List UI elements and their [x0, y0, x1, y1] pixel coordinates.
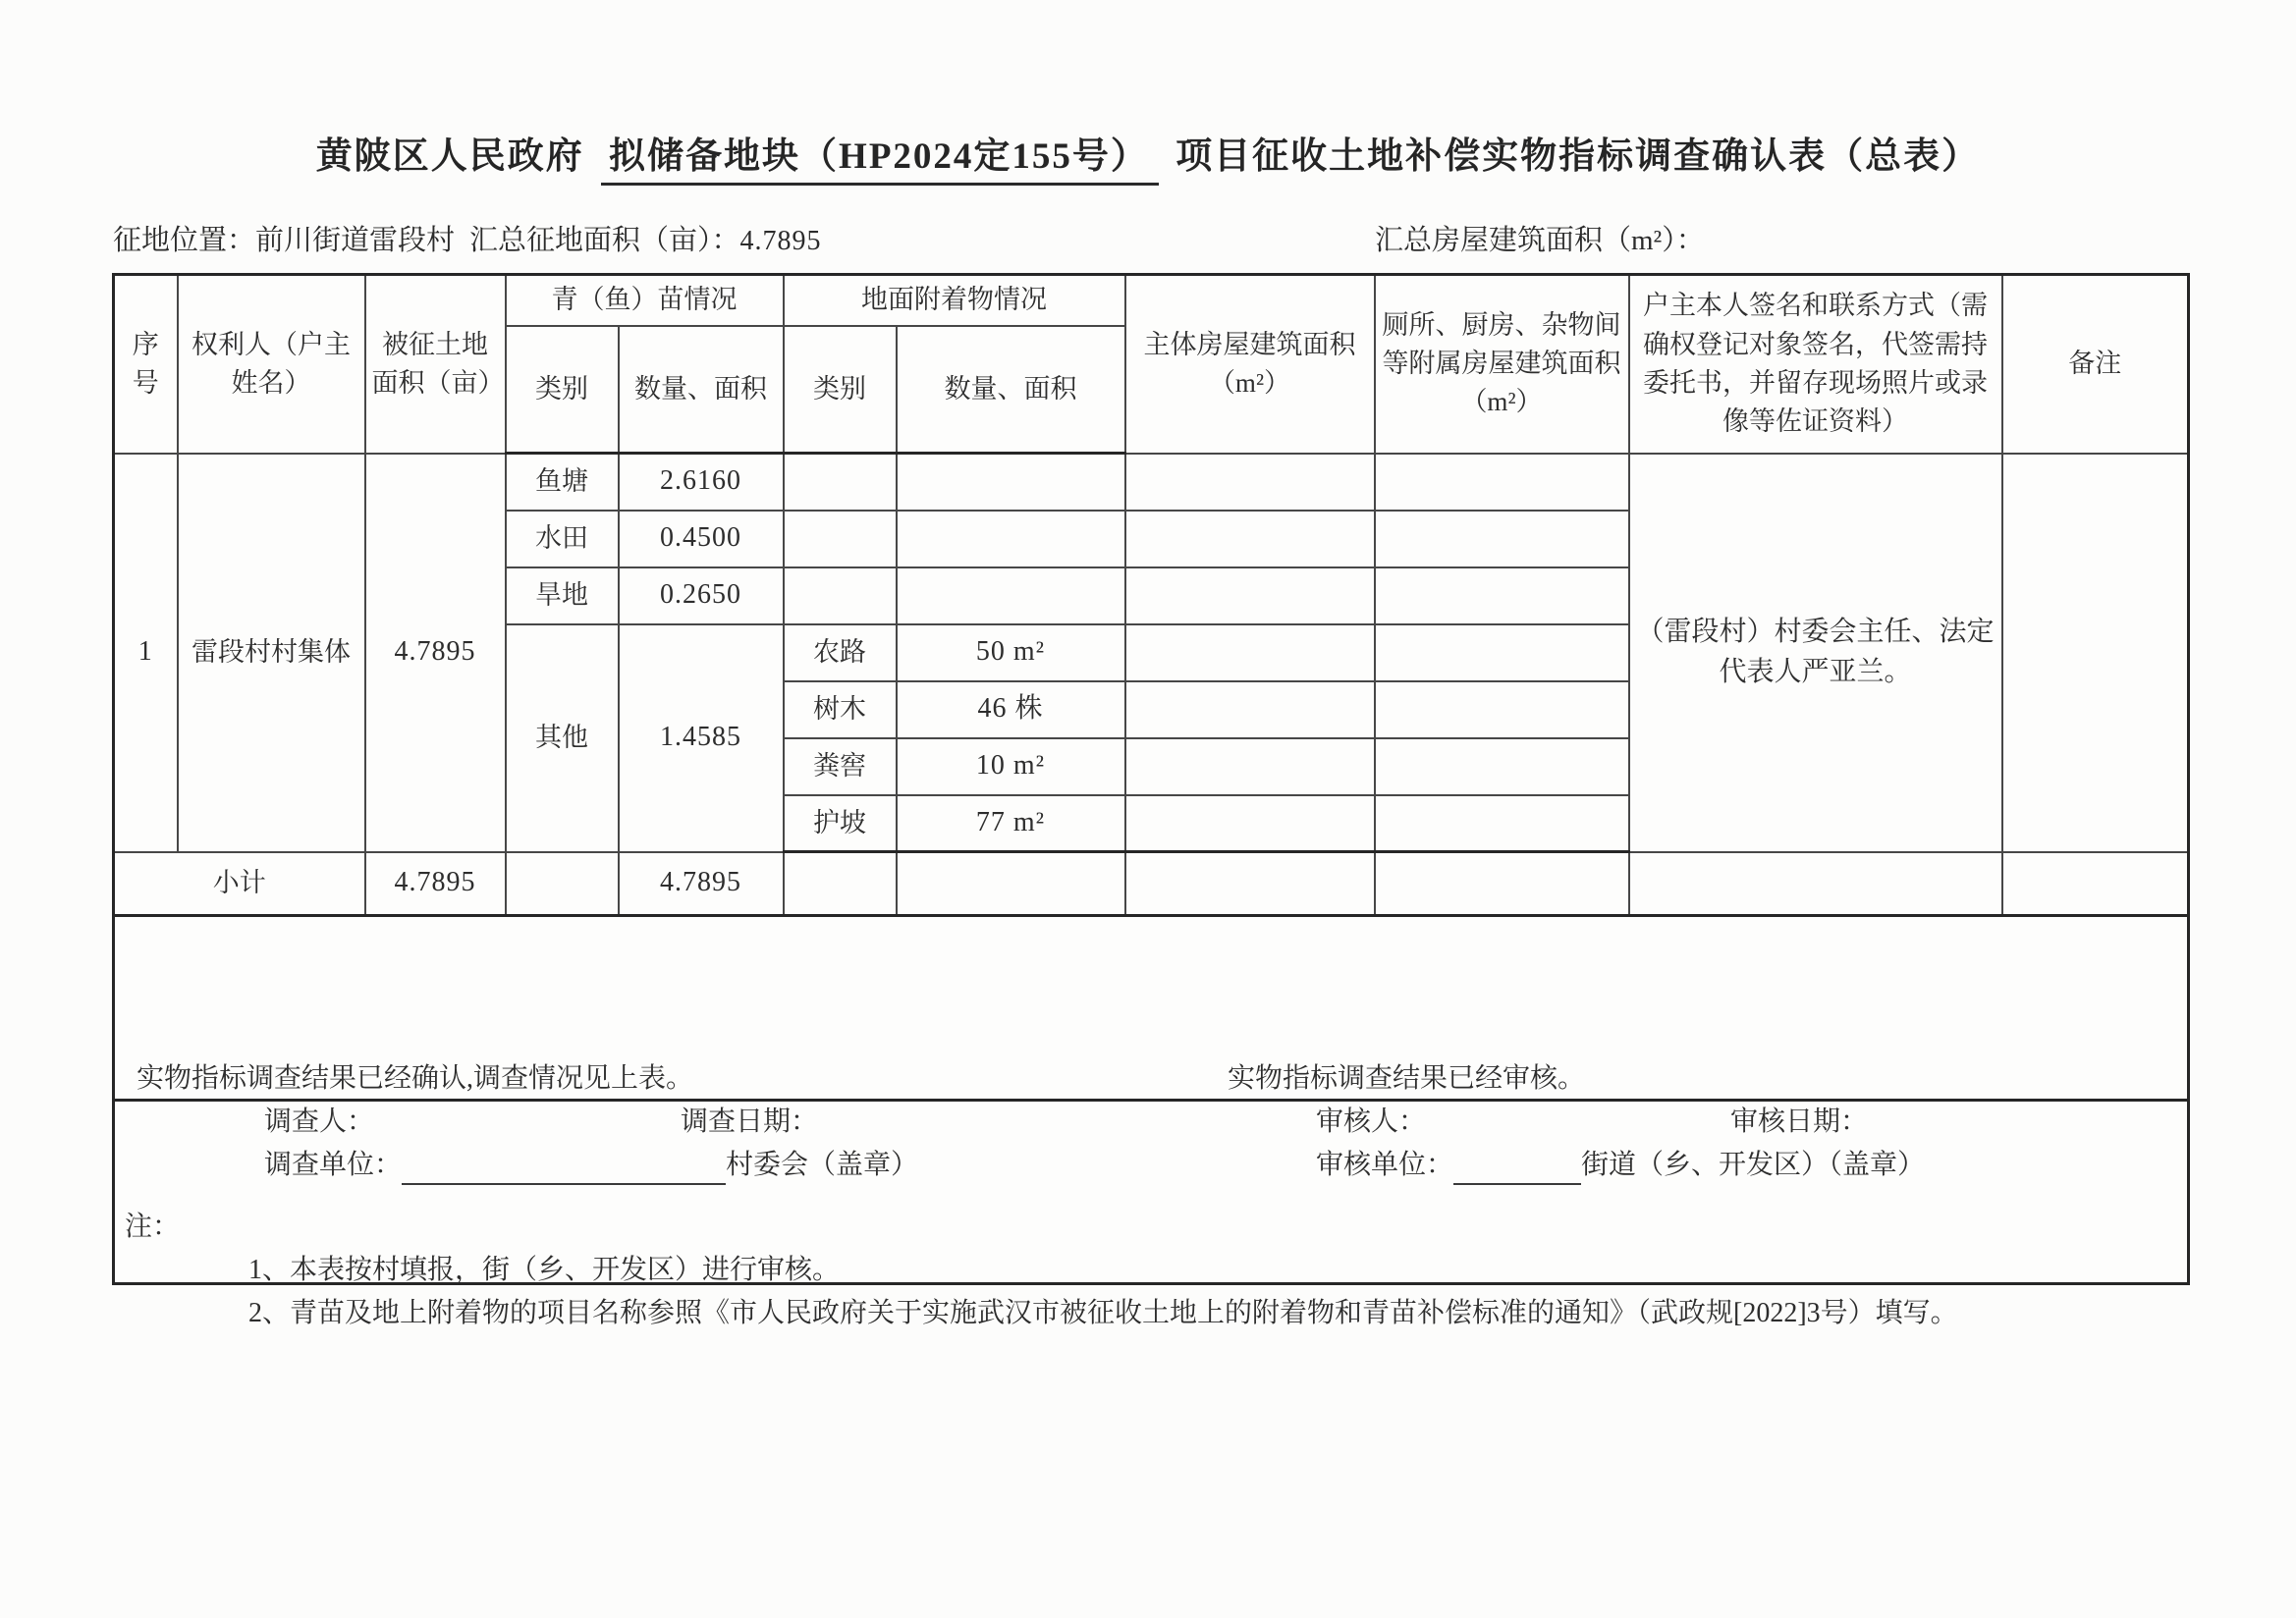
main-building-empty [1125, 738, 1375, 795]
review-confirmed-text: 实物指标调查结果已经审核。 [1228, 1062, 1586, 1094]
main-building-empty [1125, 795, 1375, 852]
aux-building-empty [1375, 795, 1629, 852]
main-building-empty [1125, 624, 1375, 681]
title-suffix: 项目征收土地补偿实物指标调查确认表（总表） [1175, 136, 1981, 177]
attachment-type-empty [784, 454, 897, 511]
survey-confirmed-text: 实物指标调查结果已经确认,调查情况见上表。 [137, 1062, 694, 1094]
attachment-type-empty [784, 511, 897, 567]
attachment-type-empty [784, 567, 897, 624]
title-prefix: 黄陂区人民政府 [315, 136, 584, 177]
attachment-amount: 10 m² [897, 738, 1125, 795]
row-seq: 1 [114, 454, 178, 852]
crop-type: 旱地 [506, 567, 619, 624]
subtotal-empty [1629, 852, 2002, 916]
subtotal-land-area: 4.7895 [365, 852, 506, 916]
confirmation-section [114, 916, 2189, 1180]
col-header-remarks: 备注 [2002, 275, 2189, 454]
col-header-land-area: 被征土地面积（亩） [365, 275, 506, 454]
survey-unit-line [264, 1146, 918, 1186]
crop-amount: 0.4500 [619, 511, 784, 567]
row-land-area: 4.7895 [365, 454, 506, 852]
review-unit-label: 审核单位： [1316, 1149, 1454, 1180]
land-location-label: 征地位置： [113, 225, 256, 256]
review-unit-suffix: 街道（乡、开发区）（盖章） [1581, 1149, 1926, 1180]
crop-amount: 0.2650 [619, 567, 784, 624]
attachment-type: 粪窖 [784, 738, 897, 795]
attachment-type: 树木 [784, 681, 897, 738]
page-title [0, 126, 2296, 186]
col-header-crop-type: 类别 [506, 326, 619, 454]
review-date-label: 审核日期： [1730, 1106, 1869, 1137]
crop-type: 鱼塘 [506, 454, 619, 511]
col-header-main-building: 主体房屋建筑面积（m²） [1125, 275, 1375, 454]
aux-building-empty [1375, 738, 1629, 795]
subtotal-label: 小计 [114, 852, 365, 916]
attachment-amount: 77 m² [897, 795, 1125, 852]
attachment-amount: 46 株 [897, 681, 1125, 738]
crop-amount: 2.6160 [619, 454, 784, 511]
info-bar [0, 218, 2296, 257]
survey-date-label: 调查日期： [681, 1106, 819, 1137]
col-header-crop-amount: 数量、面积 [619, 326, 784, 454]
survey-unit-label: 调查单位： [264, 1149, 403, 1180]
attachment-amount-empty [897, 454, 1125, 511]
aux-building-empty [1375, 454, 1629, 511]
aux-building-empty [1375, 511, 1629, 567]
confirmation-row [114, 916, 2189, 1101]
survey-table [112, 273, 2190, 1328]
review-unit-blank [1453, 1154, 1581, 1185]
row-signature: （雷段村）村委会主任、法定代表人严亚兰。 [1629, 454, 2002, 852]
col-header-aux-building: 厕所、厨房、杂物间等附属房屋建筑面积（m²） [1375, 275, 1629, 454]
note-item-1: 1、本表按村填报，街（乡、开发区）进行审核。 [248, 1255, 841, 1285]
review-unit-line [1316, 1146, 1925, 1186]
main-building-empty [1125, 681, 1375, 738]
header-row-groups [114, 275, 2189, 326]
surveyor-line [264, 1103, 818, 1143]
group-header-attachments: 地面附着物情况 [784, 275, 1125, 326]
survey-unit-blank [402, 1154, 726, 1185]
notes-label: 注： [125, 1212, 181, 1242]
surveyor-label: 调查人： [264, 1106, 375, 1137]
subtotal-empty [784, 852, 897, 916]
total-building-area [1375, 218, 1705, 258]
land-location [113, 218, 455, 258]
row-owner: 雷段村村集体 [178, 454, 365, 852]
subtotal-empty [2002, 852, 2189, 916]
col-header-owner: 权利人（户主姓名） [178, 275, 365, 454]
attachment-amount-empty [897, 511, 1125, 567]
crop-amount-other: 1.4585 [619, 624, 784, 852]
total-land-area-value: 4.7895 [739, 226, 822, 256]
reviewer-line [1316, 1103, 1868, 1143]
table-row [114, 454, 2189, 511]
col-header-attachment-type: 类别 [784, 326, 897, 454]
survey-unit-suffix: 村委会（盖章） [726, 1149, 919, 1180]
main-building-empty [1125, 511, 1375, 567]
attachment-amount: 50 m² [897, 624, 1125, 681]
aux-building-empty [1375, 624, 1629, 681]
main-building-empty [1125, 454, 1375, 511]
subtotal-empty [897, 852, 1125, 916]
col-header-attachment-amount: 数量、面积 [897, 326, 1125, 454]
subtotal-crop-amount: 4.7895 [619, 852, 784, 916]
total-land-area [469, 218, 822, 258]
aux-building-empty [1375, 681, 1629, 738]
title-plot-number-underlined: 拟储备地块（HP2024定155号） [601, 126, 1159, 186]
crop-type-other: 其他 [506, 624, 619, 852]
crop-type: 水田 [506, 511, 619, 567]
attachment-type: 护坡 [784, 795, 897, 852]
total-land-area-label: 汇总征地面积（亩）： [469, 225, 740, 256]
note-item-2: 2、青苗及地上附着物的项目名称参照《市人民政府关于实施武汉市被征收土地上的附着物和青苗补偿标准的通知》（武政规[2022]3号）填写。 [248, 1298, 1958, 1328]
col-header-signature: 户主本人签名和联系方式（需确权登记对象签名，代签需持委托书，并留存现场照片或录像等佐证资料） [1629, 275, 2002, 454]
land-location-value: 前川街道雷段村 [255, 225, 456, 256]
main-building-empty [1125, 567, 1375, 624]
attachment-type: 农路 [784, 624, 897, 681]
subtotal-crop-type-empty [506, 852, 619, 916]
subtotal-row [114, 852, 2189, 916]
row-remarks-empty [2002, 454, 2189, 852]
subtotal-empty [1125, 852, 1375, 916]
attachment-amount-empty [897, 567, 1125, 624]
reviewer-label: 审核人： [1316, 1106, 1427, 1137]
total-building-area-label: 汇总房屋建筑面积（m²）： [1375, 225, 1705, 256]
group-header-crops: 青（鱼）苗情况 [506, 275, 784, 326]
aux-building-empty [1375, 567, 1629, 624]
subtotal-empty [1375, 852, 1629, 916]
col-header-seq: 序号 [114, 275, 178, 454]
